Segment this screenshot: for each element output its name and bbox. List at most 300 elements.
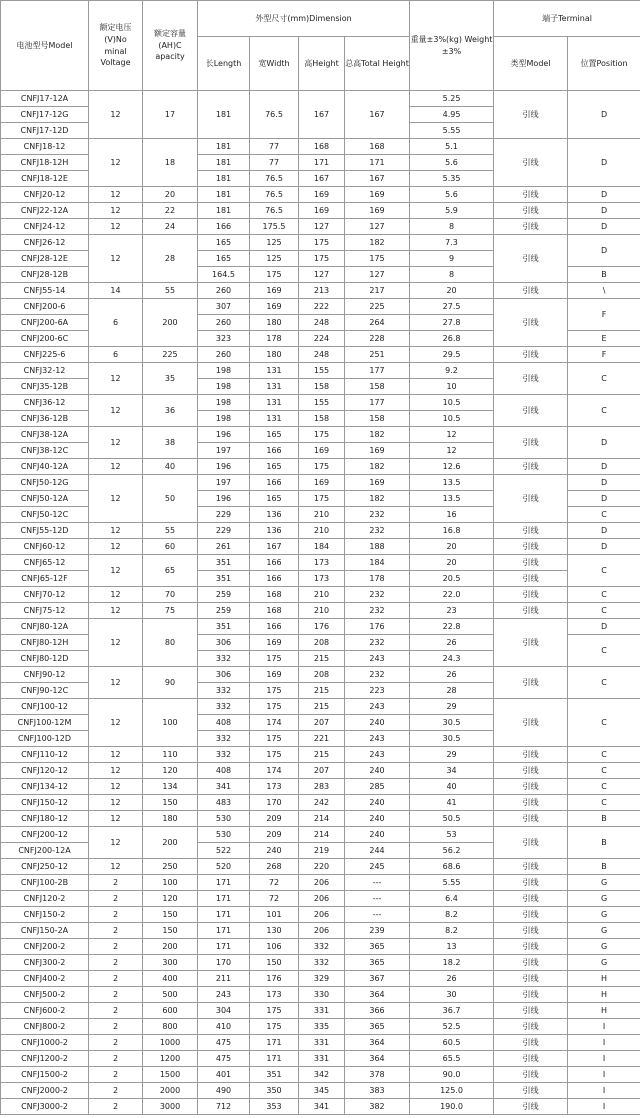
cell-length: 408	[198, 763, 250, 779]
cell-total-height: 169	[345, 187, 410, 203]
cell-capacity: 35	[143, 363, 198, 395]
cell-weight: 13	[410, 939, 494, 955]
cell-terminal-position: D	[568, 91, 640, 139]
cell-width: 169	[250, 667, 299, 683]
cell-model: CNFJ38-12A	[1, 427, 89, 443]
cell-capacity: 225	[143, 347, 198, 363]
cell-length: 166	[198, 219, 250, 235]
cell-model: CNFJ200-6C	[1, 331, 89, 347]
cell-width: 175	[250, 747, 299, 763]
cell-total-height: 232	[345, 603, 410, 619]
table-row	[1, 1051, 640, 1067]
cell-model: CNFJ90-12	[1, 667, 89, 683]
cell-weight: 52.5	[410, 1019, 494, 1035]
cell-model: CNFJ400-2	[1, 971, 89, 987]
cell-terminal-position: C	[568, 395, 640, 427]
cell-weight: 10	[410, 379, 494, 395]
cell-width: 174	[250, 763, 299, 779]
cell-total-height: 285	[345, 779, 410, 795]
cell-model: CNFJ200-12A	[1, 843, 89, 859]
cell-weight: 20	[410, 539, 494, 555]
cell-height: 155	[299, 363, 345, 379]
cell-total-height: 244	[345, 843, 410, 859]
cell-terminal-position: C	[568, 667, 640, 699]
cell-total-height: 364	[345, 987, 410, 1003]
cell-length: 712	[198, 1099, 250, 1115]
cell-terminal-model: 引线	[494, 395, 568, 427]
table-row	[1, 475, 640, 491]
cell-terminal-model: 引线	[494, 987, 568, 1003]
cell-voltage: 2	[89, 875, 143, 891]
cell-voltage: 2	[89, 971, 143, 987]
cell-capacity: 28	[143, 235, 198, 283]
cell-voltage: 14	[89, 283, 143, 299]
cell-voltage: 2	[89, 1083, 143, 1099]
cell-terminal-model: 引线	[494, 299, 568, 347]
cell-height: 335	[299, 1019, 345, 1035]
cell-weight: 68.6	[410, 859, 494, 875]
cell-terminal-model: 引线	[494, 955, 568, 971]
cell-height: 210	[299, 523, 345, 539]
cell-height: 331	[299, 1035, 345, 1051]
cell-terminal-position: C	[568, 587, 640, 603]
cell-weight: 5.55	[410, 123, 494, 139]
cell-total-height: 158	[345, 379, 410, 395]
cell-height: 242	[299, 795, 345, 811]
cell-total-height: 366	[345, 1003, 410, 1019]
cell-height: 206	[299, 923, 345, 939]
cell-height: 215	[299, 651, 345, 667]
cell-height: 248	[299, 347, 345, 363]
cell-voltage: 2	[89, 939, 143, 955]
cell-total-height: 177	[345, 363, 410, 379]
cell-voltage: 12	[89, 779, 143, 795]
cell-terminal-model: 引线	[494, 523, 568, 539]
cell-height: 215	[299, 683, 345, 699]
cell-length: 260	[198, 347, 250, 363]
cell-height: 330	[299, 987, 345, 1003]
cell-capacity: 800	[143, 1019, 198, 1035]
table-row	[1, 1083, 640, 1099]
cell-terminal-model: 引线	[494, 939, 568, 955]
cell-model: CNFJ20-12	[1, 187, 89, 203]
cell-width: 170	[250, 795, 299, 811]
cell-total-height: 239	[345, 923, 410, 939]
cell-length: 260	[198, 283, 250, 299]
header-dimension: 外型尺寸(mm)Dimension	[198, 1, 410, 37]
cell-terminal-position: C	[568, 699, 640, 747]
cell-capacity: 17	[143, 91, 198, 139]
cell-height: 173	[299, 571, 345, 587]
table-row	[1, 1067, 640, 1083]
cell-terminal-position: B	[568, 267, 640, 283]
table-row	[1, 811, 640, 827]
cell-total-height: 364	[345, 1035, 410, 1051]
table-row	[1, 971, 640, 987]
cell-weight: 60.5	[410, 1035, 494, 1051]
cell-length: 181	[198, 139, 250, 155]
cell-weight: 26	[410, 635, 494, 651]
cell-total-height: 364	[345, 1051, 410, 1067]
cell-width: 106	[250, 939, 299, 955]
cell-terminal-position: G	[568, 875, 640, 891]
cell-weight: 10.5	[410, 395, 494, 411]
cell-model: CNFJ36-12	[1, 395, 89, 411]
cell-length: 171	[198, 939, 250, 955]
cell-height: 171	[299, 155, 345, 171]
cell-length: 520	[198, 859, 250, 875]
cell-weight: 30.5	[410, 731, 494, 747]
cell-voltage: 2	[89, 1035, 143, 1051]
cell-length: 351	[198, 619, 250, 635]
cell-model: CNFJ80-12A	[1, 619, 89, 635]
cell-height: 168	[299, 139, 345, 155]
cell-weight: 36.7	[410, 1003, 494, 1019]
cell-capacity: 55	[143, 523, 198, 539]
cell-length: 332	[198, 651, 250, 667]
cell-voltage: 12	[89, 603, 143, 619]
cell-weight: 5.6	[410, 155, 494, 171]
cell-model: CNFJ50-12C	[1, 507, 89, 523]
cell-voltage: 2	[89, 891, 143, 907]
cell-model: CNFJ1500-2	[1, 1067, 89, 1083]
cell-length: 306	[198, 667, 250, 683]
cell-width: 175	[250, 1019, 299, 1035]
cell-weight: 29	[410, 699, 494, 715]
cell-terminal-position: D	[568, 491, 640, 507]
cell-capacity: 60	[143, 539, 198, 555]
cell-capacity: 55	[143, 283, 198, 299]
cell-width: 171	[250, 1035, 299, 1051]
table-row	[1, 939, 640, 955]
cell-model: CNFJ200-6	[1, 299, 89, 315]
cell-weight: 5.25	[410, 91, 494, 107]
cell-weight: 30.5	[410, 715, 494, 731]
cell-total-height: 127	[345, 267, 410, 283]
table-row	[1, 779, 640, 795]
cell-height: 206	[299, 875, 345, 891]
cell-weight: 4.95	[410, 107, 494, 123]
cell-height: 158	[299, 411, 345, 427]
cell-width: 77	[250, 155, 299, 171]
cell-capacity: 1200	[143, 1051, 198, 1067]
cell-model: CNFJ24-12	[1, 219, 89, 235]
cell-total-height: 232	[345, 523, 410, 539]
cell-model: CNFJ100-12D	[1, 731, 89, 747]
cell-weight: 34	[410, 763, 494, 779]
cell-terminal-model: 引线	[494, 347, 568, 363]
cell-model: CNFJ40-12A	[1, 459, 89, 475]
cell-terminal-model: 引线	[494, 363, 568, 395]
cell-total-height: 378	[345, 1067, 410, 1083]
cell-terminal-position: G	[568, 923, 640, 939]
cell-total-height: 240	[345, 811, 410, 827]
cell-height: 214	[299, 827, 345, 843]
cell-terminal-position: D	[568, 427, 640, 459]
cell-voltage: 12	[89, 219, 143, 235]
cell-terminal-model: 引线	[494, 1051, 568, 1067]
cell-width: 351	[250, 1067, 299, 1083]
cell-model: CNFJ1200-2	[1, 1051, 89, 1067]
table-row	[1, 987, 640, 1003]
cell-total-height: 243	[345, 699, 410, 715]
cell-model: CNFJ26-12	[1, 235, 89, 251]
cell-terminal-position: F	[568, 347, 640, 363]
cell-total-height: 169	[345, 475, 410, 491]
cell-total-height: 365	[345, 955, 410, 971]
cell-width: 150	[250, 955, 299, 971]
cell-capacity: 80	[143, 619, 198, 667]
cell-voltage: 2	[89, 923, 143, 939]
cell-terminal-model: 引线	[494, 539, 568, 555]
cell-voltage: 2	[89, 1003, 143, 1019]
cell-total-height: 243	[345, 731, 410, 747]
cell-length: 198	[198, 379, 250, 395]
cell-length: 332	[198, 699, 250, 715]
cell-terminal-position: C	[568, 507, 640, 523]
cell-terminal-position: D	[568, 459, 640, 475]
cell-total-height: 177	[345, 395, 410, 411]
cell-terminal-position: D	[568, 475, 640, 491]
cell-terminal-position: B	[568, 859, 640, 875]
cell-length: 490	[198, 1083, 250, 1099]
cell-length: 475	[198, 1051, 250, 1067]
cell-width: 130	[250, 923, 299, 939]
cell-model: CNFJ55-12D	[1, 523, 89, 539]
cell-height: 169	[299, 203, 345, 219]
cell-height: 224	[299, 331, 345, 347]
header-terminal-position: 位置Position	[568, 37, 640, 91]
cell-total-height: 382	[345, 1099, 410, 1115]
table-body	[1, 91, 640, 1115]
cell-capacity: 200	[143, 939, 198, 955]
cell-height: 345	[299, 1083, 345, 1099]
cell-length: 198	[198, 411, 250, 427]
cell-total-height: 228	[345, 331, 410, 347]
cell-weight: 8	[410, 219, 494, 235]
cell-voltage: 12	[89, 91, 143, 139]
cell-weight: 8	[410, 267, 494, 283]
cell-total-height: 232	[345, 507, 410, 523]
cell-weight: 12	[410, 427, 494, 443]
cell-height: 207	[299, 715, 345, 731]
cell-terminal-position: C	[568, 763, 640, 779]
cell-total-height: 232	[345, 635, 410, 651]
cell-weight: 5.55	[410, 875, 494, 891]
cell-terminal-model: 引线	[494, 427, 568, 459]
cell-voltage: 2	[89, 955, 143, 971]
cell-height: 208	[299, 635, 345, 651]
cell-terminal-model: 引线	[494, 827, 568, 859]
cell-height: 155	[299, 395, 345, 411]
cell-model: CNFJ150-2	[1, 907, 89, 923]
cell-height: 167	[299, 91, 345, 139]
cell-length: 332	[198, 683, 250, 699]
cell-height: 208	[299, 667, 345, 683]
cell-capacity: 90	[143, 667, 198, 699]
cell-width: 175	[250, 699, 299, 715]
cell-total-height: 383	[345, 1083, 410, 1099]
cell-model: CNFJ250-12	[1, 859, 89, 875]
cell-terminal-position: C	[568, 779, 640, 795]
cell-weight: 125.0	[410, 1083, 494, 1099]
cell-width: 240	[250, 843, 299, 859]
cell-voltage: 12	[89, 187, 143, 203]
cell-weight: 28	[410, 683, 494, 699]
cell-height: 184	[299, 539, 345, 555]
cell-capacity: 120	[143, 763, 198, 779]
cell-length: 306	[198, 635, 250, 651]
cell-terminal-position: D	[568, 235, 640, 267]
table-row	[1, 523, 640, 539]
cell-terminal-position: C	[568, 603, 640, 619]
cell-width: 166	[250, 619, 299, 635]
table-row	[1, 827, 640, 843]
cell-model: CNFJ180-12	[1, 811, 89, 827]
cell-width: 175	[250, 651, 299, 667]
cell-height: 169	[299, 187, 345, 203]
cell-weight: 5.35	[410, 171, 494, 187]
cell-terminal-model: 引线	[494, 587, 568, 603]
cell-height: 210	[299, 507, 345, 523]
cell-capacity: 600	[143, 1003, 198, 1019]
cell-capacity: 200	[143, 827, 198, 859]
cell-terminal-position: D	[568, 219, 640, 235]
cell-voltage: 6	[89, 299, 143, 347]
table-row	[1, 459, 640, 475]
cell-model: CNFJ134-12	[1, 779, 89, 795]
cell-weight: 18.2	[410, 955, 494, 971]
cell-length: 410	[198, 1019, 250, 1035]
cell-height: 331	[299, 1003, 345, 1019]
cell-model: CNFJ50-12G	[1, 475, 89, 491]
cell-length: 181	[198, 187, 250, 203]
cell-width: 175	[250, 1003, 299, 1019]
cell-total-height: 240	[345, 715, 410, 731]
cell-model: CNFJ36-12B	[1, 411, 89, 427]
cell-length: 332	[198, 747, 250, 763]
cell-terminal-model: 引线	[494, 971, 568, 987]
cell-model: CNFJ35-12B	[1, 379, 89, 395]
cell-terminal-model: 引线	[494, 203, 568, 219]
cell-width: 169	[250, 635, 299, 651]
cell-height: 220	[299, 859, 345, 875]
cell-height: 175	[299, 459, 345, 475]
cell-capacity: 134	[143, 779, 198, 795]
cell-width: 165	[250, 427, 299, 443]
cell-width: 173	[250, 987, 299, 1003]
cell-terminal-model: 引线	[494, 619, 568, 667]
cell-length: 522	[198, 843, 250, 859]
cell-voltage: 12	[89, 619, 143, 667]
cell-height: 248	[299, 315, 345, 331]
cell-terminal-position: G	[568, 955, 640, 971]
cell-width: 166	[250, 475, 299, 491]
cell-weight: 26	[410, 667, 494, 683]
table-row	[1, 763, 640, 779]
cell-width: 176	[250, 971, 299, 987]
cell-total-height: 158	[345, 411, 410, 427]
cell-total-height: 243	[345, 747, 410, 763]
cell-weight: 65.5	[410, 1051, 494, 1067]
cell-width: 131	[250, 395, 299, 411]
cell-height: 222	[299, 299, 345, 315]
cell-height: 215	[299, 699, 345, 715]
cell-total-height: ---	[345, 907, 410, 923]
cell-model: CNFJ100-2B	[1, 875, 89, 891]
cell-total-height: 243	[345, 651, 410, 667]
cell-model: CNFJ150-12	[1, 795, 89, 811]
cell-height: 158	[299, 379, 345, 395]
cell-length: 196	[198, 459, 250, 475]
cell-width: 131	[250, 379, 299, 395]
cell-length: 198	[198, 363, 250, 379]
cell-height: 341	[299, 1099, 345, 1115]
cell-total-height: 240	[345, 827, 410, 843]
cell-width: 175	[250, 267, 299, 283]
cell-voltage: 12	[89, 427, 143, 459]
table-row	[1, 187, 640, 203]
cell-capacity: 70	[143, 587, 198, 603]
cell-height: 332	[299, 955, 345, 971]
cell-terminal-position: G	[568, 907, 640, 923]
cell-length: 475	[198, 1035, 250, 1051]
cell-weight: 53	[410, 827, 494, 843]
cell-length: 307	[198, 299, 250, 315]
cell-capacity: 150	[143, 907, 198, 923]
cell-weight: 22.8	[410, 619, 494, 635]
cell-weight: 5.1	[410, 139, 494, 155]
cell-model: CNFJ3000-2	[1, 1099, 89, 1115]
cell-total-height: 217	[345, 283, 410, 299]
cell-weight: 12.6	[410, 459, 494, 475]
cell-weight: 9.2	[410, 363, 494, 379]
cell-terminal-position: G	[568, 939, 640, 955]
cell-width: 166	[250, 443, 299, 459]
cell-terminal-position: D	[568, 539, 640, 555]
cell-voltage: 12	[89, 555, 143, 587]
cell-terminal-position: I	[568, 1019, 640, 1035]
cell-capacity: 1000	[143, 1035, 198, 1051]
cell-length: 260	[198, 315, 250, 331]
cell-width: 180	[250, 347, 299, 363]
cell-terminal-position: D	[568, 187, 640, 203]
cell-weight: 7.3	[410, 235, 494, 251]
cell-terminal-position: G	[568, 891, 640, 907]
table-row	[1, 363, 640, 379]
cell-model: CNFJ120-12	[1, 763, 89, 779]
cell-capacity: 1500	[143, 1067, 198, 1083]
cell-height: 169	[299, 475, 345, 491]
cell-voltage: 2	[89, 907, 143, 923]
cell-model: CNFJ55-14	[1, 283, 89, 299]
cell-model: CNFJ120-2	[1, 891, 89, 907]
table-row	[1, 1003, 640, 1019]
cell-length: 196	[198, 427, 250, 443]
cell-width: 171	[250, 1051, 299, 1067]
header-terminal-model: 类型Model	[494, 37, 568, 91]
cell-total-height: 223	[345, 683, 410, 699]
cell-terminal-position: D	[568, 139, 640, 187]
header-width: 宽Width	[250, 37, 299, 91]
cell-terminal-model: 引线	[494, 811, 568, 827]
cell-weight: 190.0	[410, 1099, 494, 1115]
cell-height: 207	[299, 763, 345, 779]
cell-width: 175.5	[250, 219, 299, 235]
cell-model: CNFJ80-12D	[1, 651, 89, 667]
cell-capacity: 100	[143, 699, 198, 747]
cell-height: 210	[299, 603, 345, 619]
